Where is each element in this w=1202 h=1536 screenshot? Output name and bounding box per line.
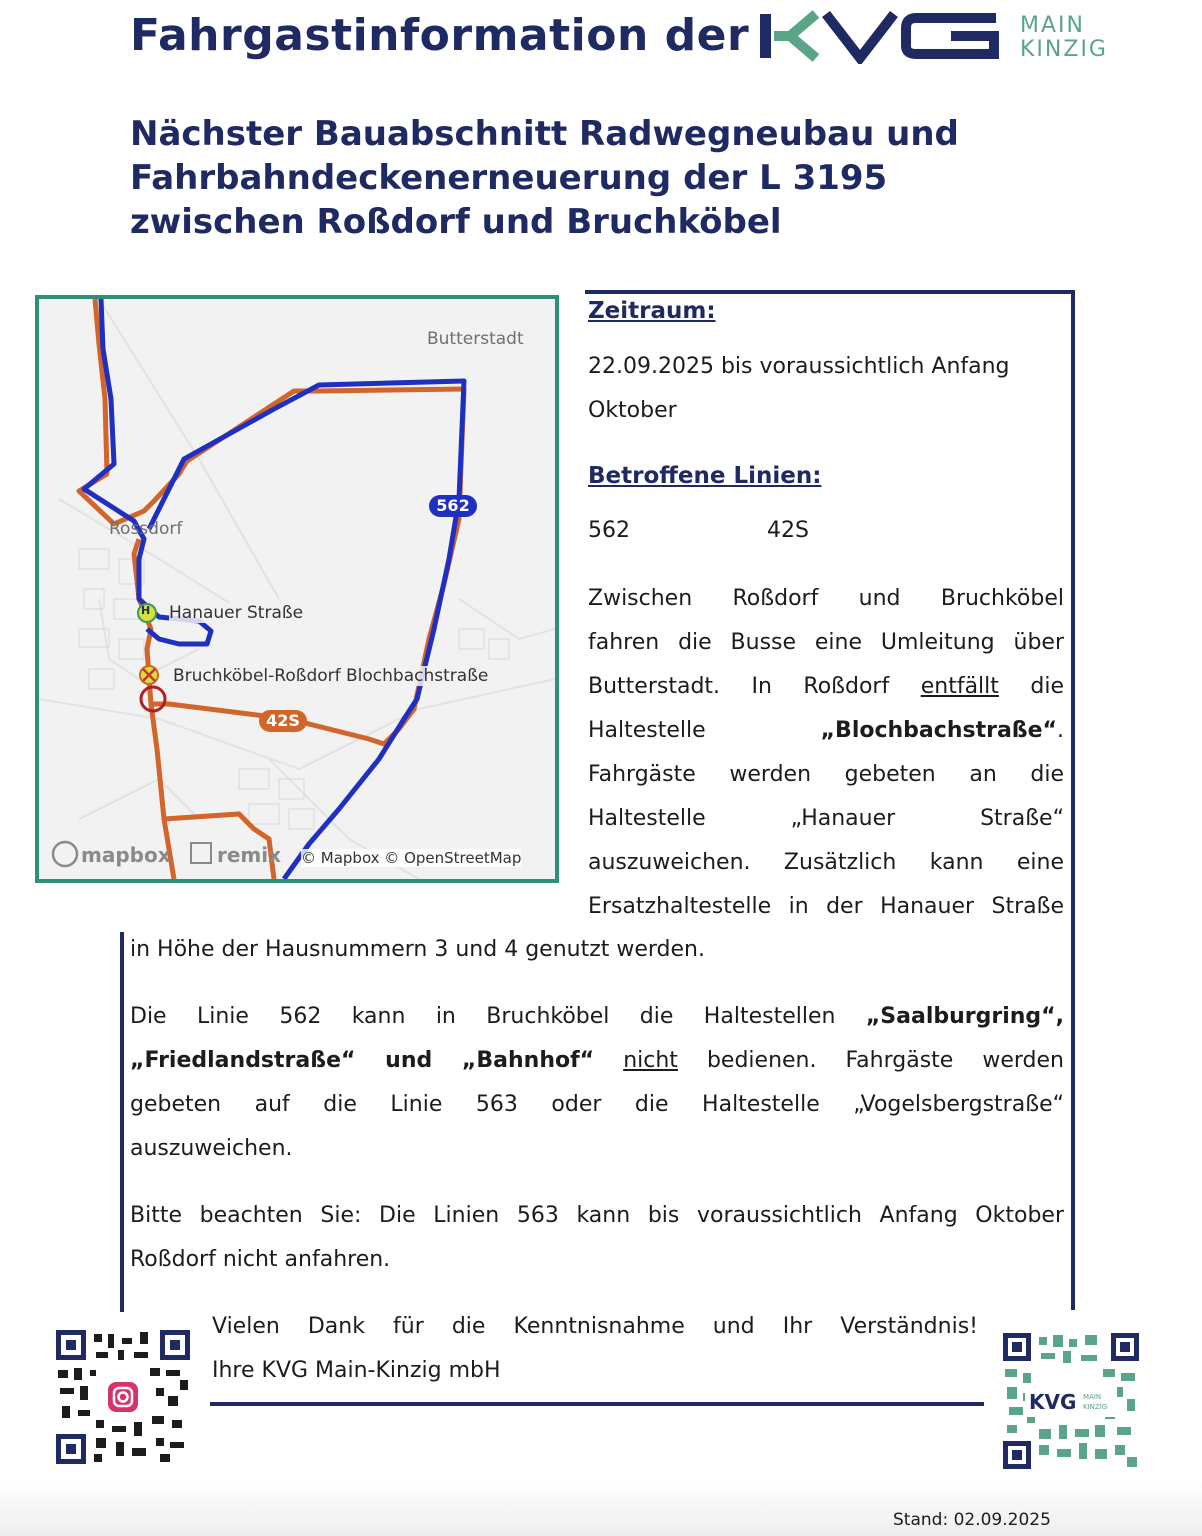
- entfaellt-emphasis: entfällt: [920, 674, 999, 699]
- zeitraum-title: Zeitraum:: [588, 298, 716, 324]
- linien-list: [588, 509, 1064, 553]
- header-title: Fahrgastinformation der: [130, 10, 750, 61]
- text-span: bedienen. Fahrgäste werden: [706, 1048, 1064, 1073]
- text-span: Butterstadt. In Roßdorf: [588, 674, 890, 699]
- map-credit-remix: remix: [217, 843, 282, 867]
- text-line: Zwischen Roßdorf und Bruchköbel: [588, 586, 1064, 611]
- umleitung-paragraph: [588, 577, 1064, 929]
- frame-top-line: [585, 290, 1075, 294]
- kvg-logo: [756, 8, 1126, 64]
- zeitraum-text: [588, 345, 1064, 433]
- map-label-butterstadt: Butterstadt: [427, 329, 524, 349]
- saalburgring-emphasis: „Saalburgring“,: [865, 1004, 1064, 1029]
- text-line: [130, 995, 1064, 1039]
- mapbox-icon: [53, 842, 77, 866]
- umleitung-continuation: [130, 928, 1064, 972]
- linie562-paragraph: [130, 995, 1064, 1171]
- text-line: fahren die Busse eine Umleitung über: [588, 630, 1064, 655]
- text-span: die: [1030, 674, 1065, 699]
- map-badge-42s-label: 42S: [266, 711, 300, 730]
- route-map: [35, 295, 559, 883]
- map-credit-mapbox: mapbox: [81, 843, 171, 867]
- footer-message: [212, 1305, 978, 1393]
- frame-left-line: [120, 932, 124, 1312]
- logo-subtitle: [1020, 14, 1108, 62]
- headline-line: Nächster Bauabschnitt Radwegneubau und: [130, 114, 959, 154]
- signature-line: Ihre KVG Main-Kinzig mbH: [212, 1358, 501, 1383]
- stand-date: Stand: 02.09.2025: [893, 1510, 1051, 1530]
- logo-main-text: MAIN: [1020, 13, 1085, 38]
- map-label-hanauer: Hanauer Straße: [169, 603, 304, 623]
- text-line: Fahrgäste werden gebeten an die: [588, 762, 1064, 787]
- line-42s: 42S: [767, 518, 809, 543]
- map-label-rossdorf: Rossdorf: [109, 519, 183, 539]
- map-badge-562-label: 562: [436, 496, 470, 515]
- instagram-icon: [108, 1382, 138, 1412]
- map-credit-osm: © Mapbox © OpenStreetMap: [301, 849, 522, 867]
- logo-kinzig-text: KINZIG: [1020, 37, 1108, 62]
- blochbach-emphasis: „Blochbachstraße“: [820, 718, 1057, 743]
- text-line: in Höhe der Hausnummern 3 und 4 genutzt werden.: [130, 937, 705, 962]
- stops-emphasis: „Friedlandstraße“ und „Bahnhof“: [130, 1048, 595, 1073]
- text-line: [130, 1039, 1064, 1083]
- text-line: auszuweichen. Zusätzlich kann eine: [588, 850, 1064, 875]
- map-label-blochbach: Bruchköbel-Roßdorf Blochbachstraße: [173, 666, 489, 686]
- text-line: Bitte beachten Sie: Die Linien 563 kann bis voraussichtlich Anfang Oktober: [130, 1203, 1064, 1228]
- text-line: Haltestelle „Hanauer Straße“: [588, 806, 1064, 831]
- thanks-line: Vielen Dank für die Kenntnisnahme und Ihr Verständnis!: [212, 1314, 978, 1339]
- kvg-qr-code[interactable]: [1003, 1333, 1139, 1469]
- remix-icon: [191, 843, 211, 863]
- map-stop-letter: H: [141, 604, 151, 617]
- text-span: .: [1057, 718, 1064, 743]
- headline-line: zwischen Roßdorf und Bruchköbel: [130, 202, 782, 242]
- text-line: [588, 665, 1064, 709]
- text-line: Roßdorf nicht anfahren.: [130, 1247, 391, 1272]
- text-line: Ersatzhaltestelle in der Hanauer Straße: [588, 894, 1064, 919]
- line-562: 562: [588, 518, 630, 543]
- qr-kinzig-mark: KINZIG: [1083, 1403, 1108, 1411]
- text-line: auszuweichen.: [130, 1136, 293, 1161]
- headline-line: Fahrbahndeckenerneuerung der L 3195: [130, 158, 888, 198]
- text-line: [588, 709, 1064, 753]
- text-span: Die Linie 562 kann in Bruchköbel die Haltestellen: [130, 1004, 836, 1029]
- nicht-emphasis: nicht: [623, 1048, 678, 1073]
- zeitraum-line: 22.09.2025 bis voraussichtlich Anfang: [588, 354, 1010, 379]
- qr-main-mark: MAIN: [1083, 1393, 1102, 1401]
- zeitraum-line: Oktober: [588, 398, 677, 423]
- footer-divider: [210, 1402, 984, 1406]
- kvg-logo-icon: [756, 8, 1006, 64]
- headline: [130, 112, 1090, 244]
- hinweis-paragraph: [130, 1194, 1064, 1282]
- map-svg: [39, 299, 555, 879]
- text-span: Haltestelle: [588, 718, 706, 743]
- instagram-qr-code[interactable]: [56, 1330, 190, 1464]
- frame-right-line: [1071, 290, 1075, 1310]
- text-line: gebeten auf die Linie 563 oder die Haltestelle „Vogelsbergstraße“: [130, 1092, 1064, 1117]
- linien-title: Betroffene Linien:: [588, 463, 822, 489]
- qr-kvg-mark: KVG: [1029, 1390, 1077, 1414]
